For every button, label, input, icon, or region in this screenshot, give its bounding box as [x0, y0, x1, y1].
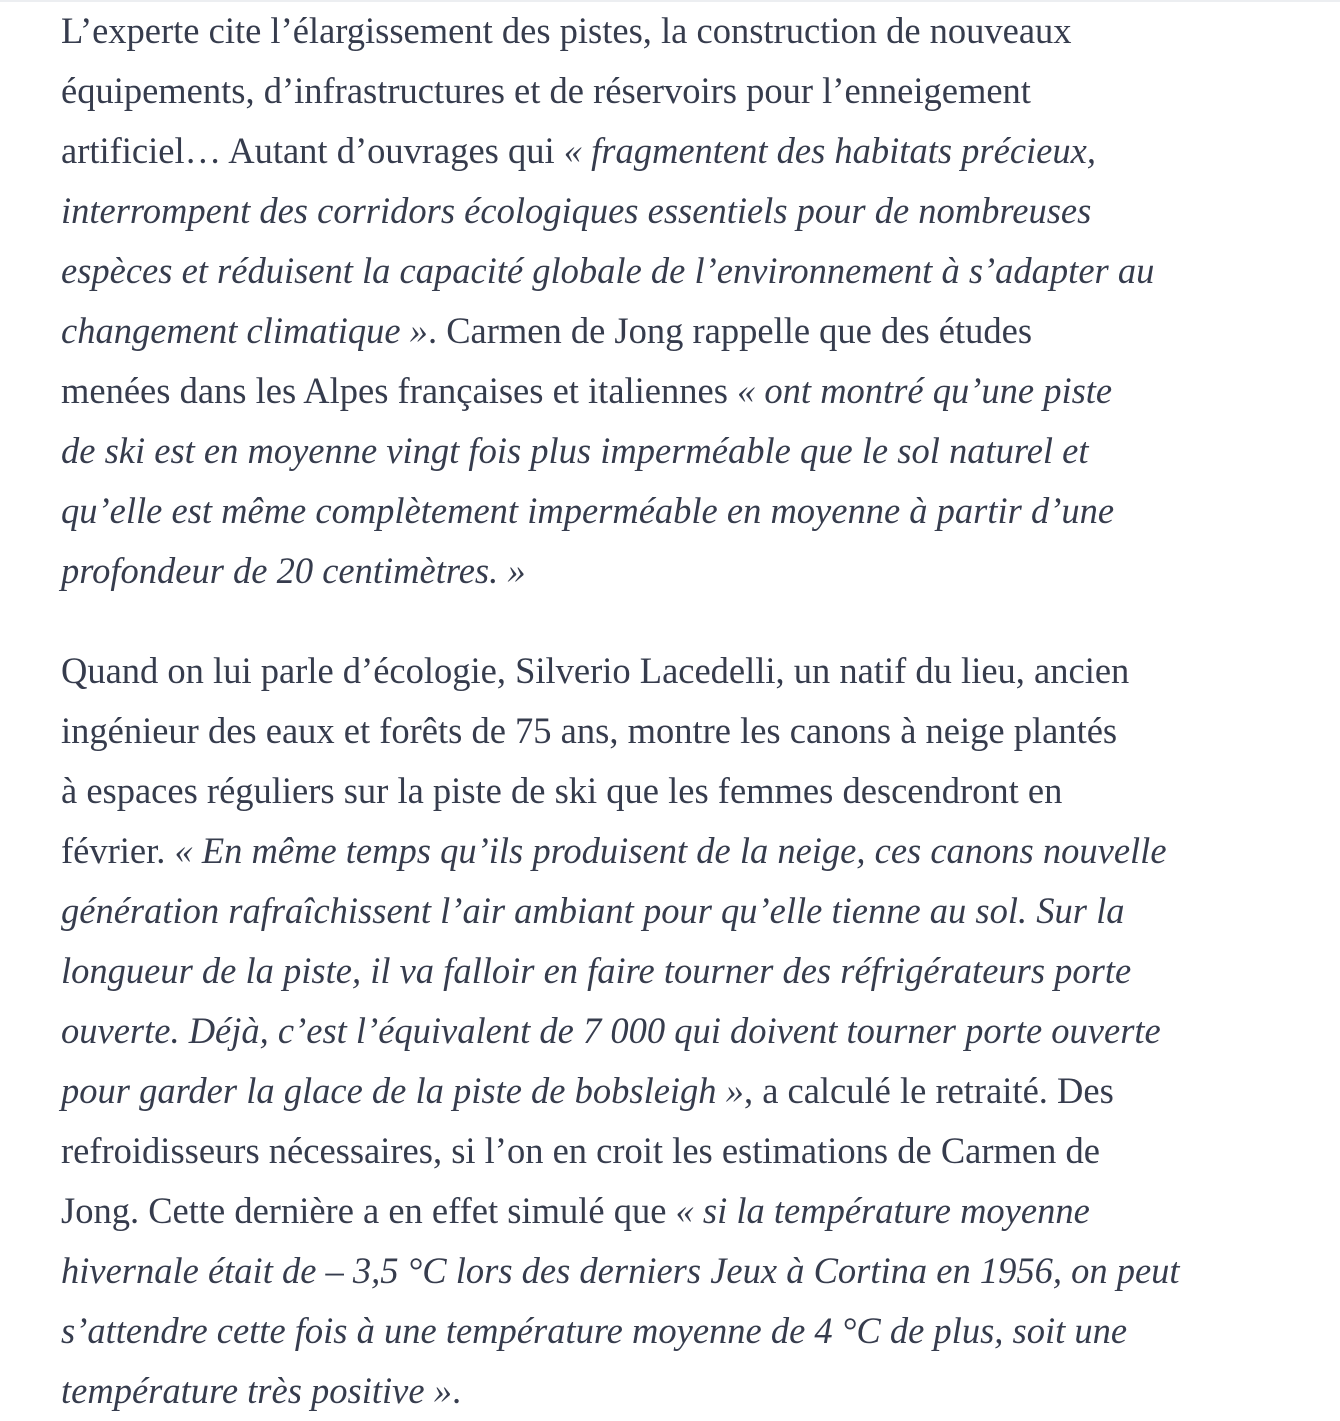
body-text: février.: [61, 830, 175, 871]
text-line: [61, 541, 1154, 601]
body-text: , a calculé le retraité. Des: [743, 1070, 1114, 1111]
paragraph-2: [61, 641, 1180, 1421]
text-line: [61, 701, 1180, 761]
text-line: [61, 1001, 1180, 1061]
quote-text: profondeur de 20 centimètres. »: [61, 550, 526, 591]
text-line: [61, 301, 1154, 361]
body-text: menées dans les Alpes françaises et italiennes: [61, 370, 738, 411]
text-line: [61, 1361, 1180, 1421]
text-line: [61, 1301, 1180, 1361]
quote-text: hivernale était de – 3,5 °C lors des derniers Jeux à Cortina en 1956, on peut: [61, 1250, 1180, 1291]
body-text: L’experte cite l’élargissement des pistes, la construction de nouveaux: [61, 10, 1072, 51]
quote-text: interrompent des corridors écologiques essentiels pour de nombreuses: [61, 190, 1092, 231]
paragraph-1: [61, 1, 1154, 601]
text-line: [61, 181, 1154, 241]
quote-text: espèces et réduisent la capacité globale de l’environnement à s’adapter au: [61, 250, 1155, 291]
quote-text: « ont montré qu’une piste: [737, 370, 1113, 411]
text-line: [61, 361, 1154, 421]
body-text: équipements, d’infrastructures et de réservoirs pour l’enneigement: [61, 70, 1031, 111]
quote-text: génération rafraîchissent l’air ambiant pour qu’elle tienne au sol. Sur la: [61, 890, 1125, 931]
body-text: refroidisseurs nécessaires, si l’on en croit les estimations de Carmen de: [61, 1130, 1100, 1171]
text-line: [61, 121, 1154, 181]
quote-text: « En même temps qu’ils produisent de la neige, ces canons nouvelle: [174, 830, 1167, 871]
quote-text: « si la température moyenne: [675, 1190, 1090, 1231]
text-line: [61, 481, 1154, 541]
quote-text: température très positive »: [61, 1370, 452, 1411]
body-text: . Carmen de Jong rappelle que des études: [427, 310, 1033, 351]
text-line: [61, 1, 1154, 61]
text-line: [61, 1241, 1180, 1301]
quote-text: qu’elle est même complètement imperméable en moyenne à partir d’une: [61, 490, 1115, 531]
body-text: ingénieur des eaux et forêts de 75 ans, montre les canons à neige plantés: [61, 710, 1118, 751]
body-text: Quand on lui parle d’écologie, Silverio Lacedelli, un natif du lieu, ancien: [61, 650, 1130, 691]
quote-text: changement climatique »: [61, 310, 428, 351]
quote-text: ouverte. Déjà, c’est l’équivalent de 7 000 qui doivent tourner porte ouverte: [61, 1010, 1161, 1051]
body-text: artificiel… Autant d’ouvrages qui: [61, 130, 564, 171]
body-text: à espaces réguliers sur la piste de ski que les femmes descendront en: [61, 770, 1063, 811]
quote-text: longueur de la piste, il va falloir en faire tourner des réfrigérateurs porte: [61, 950, 1132, 991]
text-line: [61, 1181, 1180, 1241]
quote-text: pour garder la glace de la piste de bobsleigh »: [61, 1070, 744, 1111]
text-line: [61, 61, 1154, 121]
text-line: [61, 1061, 1180, 1121]
body-text: .: [451, 1370, 462, 1411]
quote-text: s’attendre cette fois à une température moyenne de 4 °C de plus, soit une: [61, 1310, 1128, 1351]
text-line: [61, 761, 1180, 821]
quote-text: « fragmentent des habitats précieux,: [563, 130, 1096, 171]
text-line: [61, 941, 1180, 1001]
text-line: [61, 241, 1154, 301]
text-line: [61, 881, 1180, 941]
text-line: [61, 421, 1154, 481]
body-text: Jong. Cette dernière a en effet simulé que: [61, 1190, 676, 1231]
text-line: [61, 641, 1180, 701]
quote-text: de ski est en moyenne vingt fois plus imperméable que le sol naturel et: [61, 430, 1089, 471]
text-line: [61, 1121, 1180, 1181]
text-line: [61, 821, 1180, 881]
